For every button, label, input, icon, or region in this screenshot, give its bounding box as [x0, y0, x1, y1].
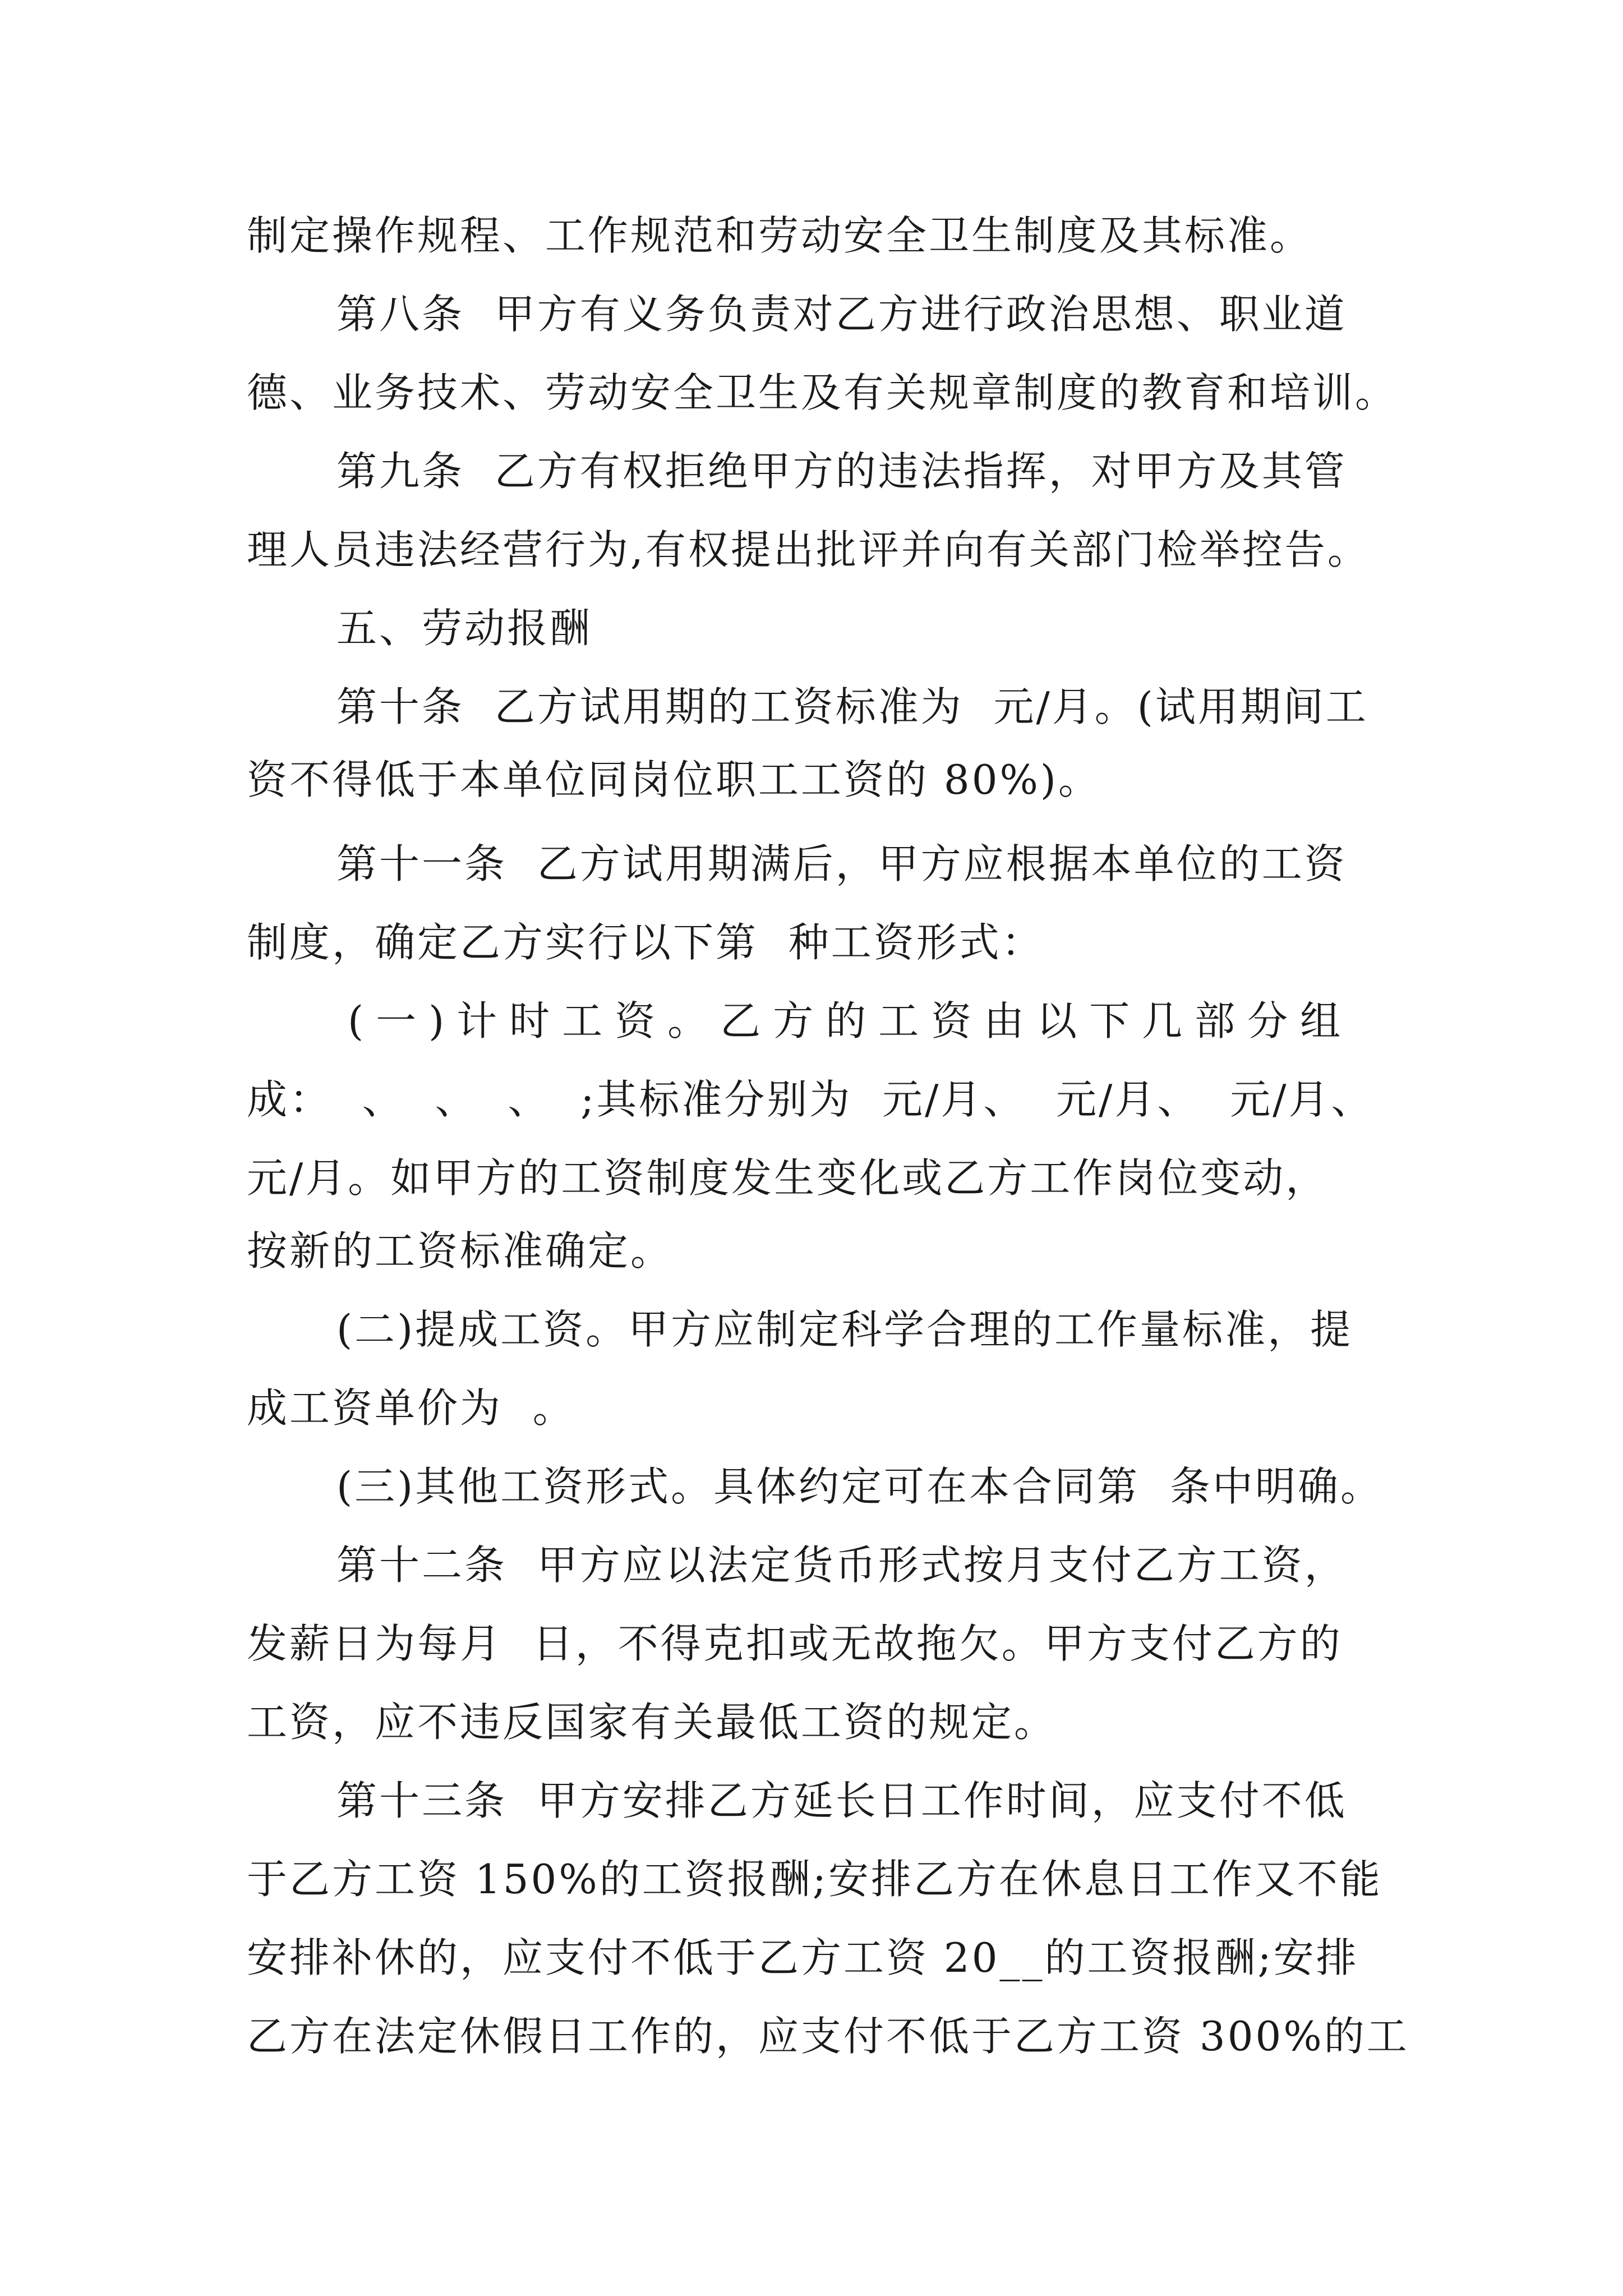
text-line: (一)计时工资。乙方的工资由以下几部分组 [348, 997, 1353, 1045]
section-heading: 五、劳动报酬 [336, 605, 593, 652]
text-line: 第八条 甲方有义务负责对乙方进行政治思想、职业道 [336, 291, 1347, 338]
text-line: (二)提成工资。甲方应制定科学合理的工作量标准，提 [336, 1306, 1353, 1353]
text-line: 成： 、 、 、 ;其标准分别为 元/月、 元/月、 元/月、 [247, 1076, 1374, 1123]
text-line: 第十条 乙方试用期的工资标准为 元/月。(试用期间工 [336, 683, 1368, 730]
text-line: 乙方在法定休假日工作的，应支付不低于乙方工资 300%的工 [247, 2013, 1409, 2060]
text-line: 德、业务技术、劳动安全卫生及有关规章制度的教育和培训。 [247, 369, 1398, 416]
text-line: 成工资单价为 。 [247, 1384, 575, 1432]
text-line: 第十三条 甲方安排乙方延长日工作时间，应支付不低 [336, 1777, 1347, 1824]
text-line: 元/月。如甲方的工资制度发生变化或乙方工作岗位变动， [247, 1154, 1329, 1202]
text-line: 按新的工资标准确定。 [247, 1227, 674, 1274]
text-line: 第九条 乙方有权拒绝甲方的违法指挥，对甲方及其管 [336, 448, 1347, 495]
text-line: 制定操作规程、工作规范和劳动安全卫生制度及其标准。 [247, 212, 1313, 259]
text-line: 于乙方工资 150%的工资报酬;安排乙方在休息日工作又不能 [247, 1856, 1382, 1903]
text-line: (三)其他工资形式。具体约定可在本合同第 条中明确。 [336, 1463, 1383, 1510]
text-line: 发薪日为每月 日，不得克扣或无故拖欠。甲方支付乙方的 [247, 1620, 1343, 1667]
text-line: 工资，应不违反国家有关最低工资的规定。 [247, 1699, 1057, 1746]
text-line: 安排补休的，应支付不低于乙方工资 20__的工资报酬;安排 [247, 1934, 1359, 1981]
text-line: 理人员违法经营行为,有权提出批评并向有关部门检举控告。 [247, 526, 1370, 573]
text-line: 第十一条 乙方试用期满后，甲方应根据本单位的工资 [336, 840, 1347, 887]
text-line: 制度，确定乙方实行以下第 种工资形式： [247, 919, 1044, 966]
text-line: 资不得低于本单位同岗位职工工资的 80%)。 [247, 756, 1101, 803]
text-line: 第十二条 甲方应以法定货币形式按月支付乙方工资， [336, 1542, 1347, 1589]
